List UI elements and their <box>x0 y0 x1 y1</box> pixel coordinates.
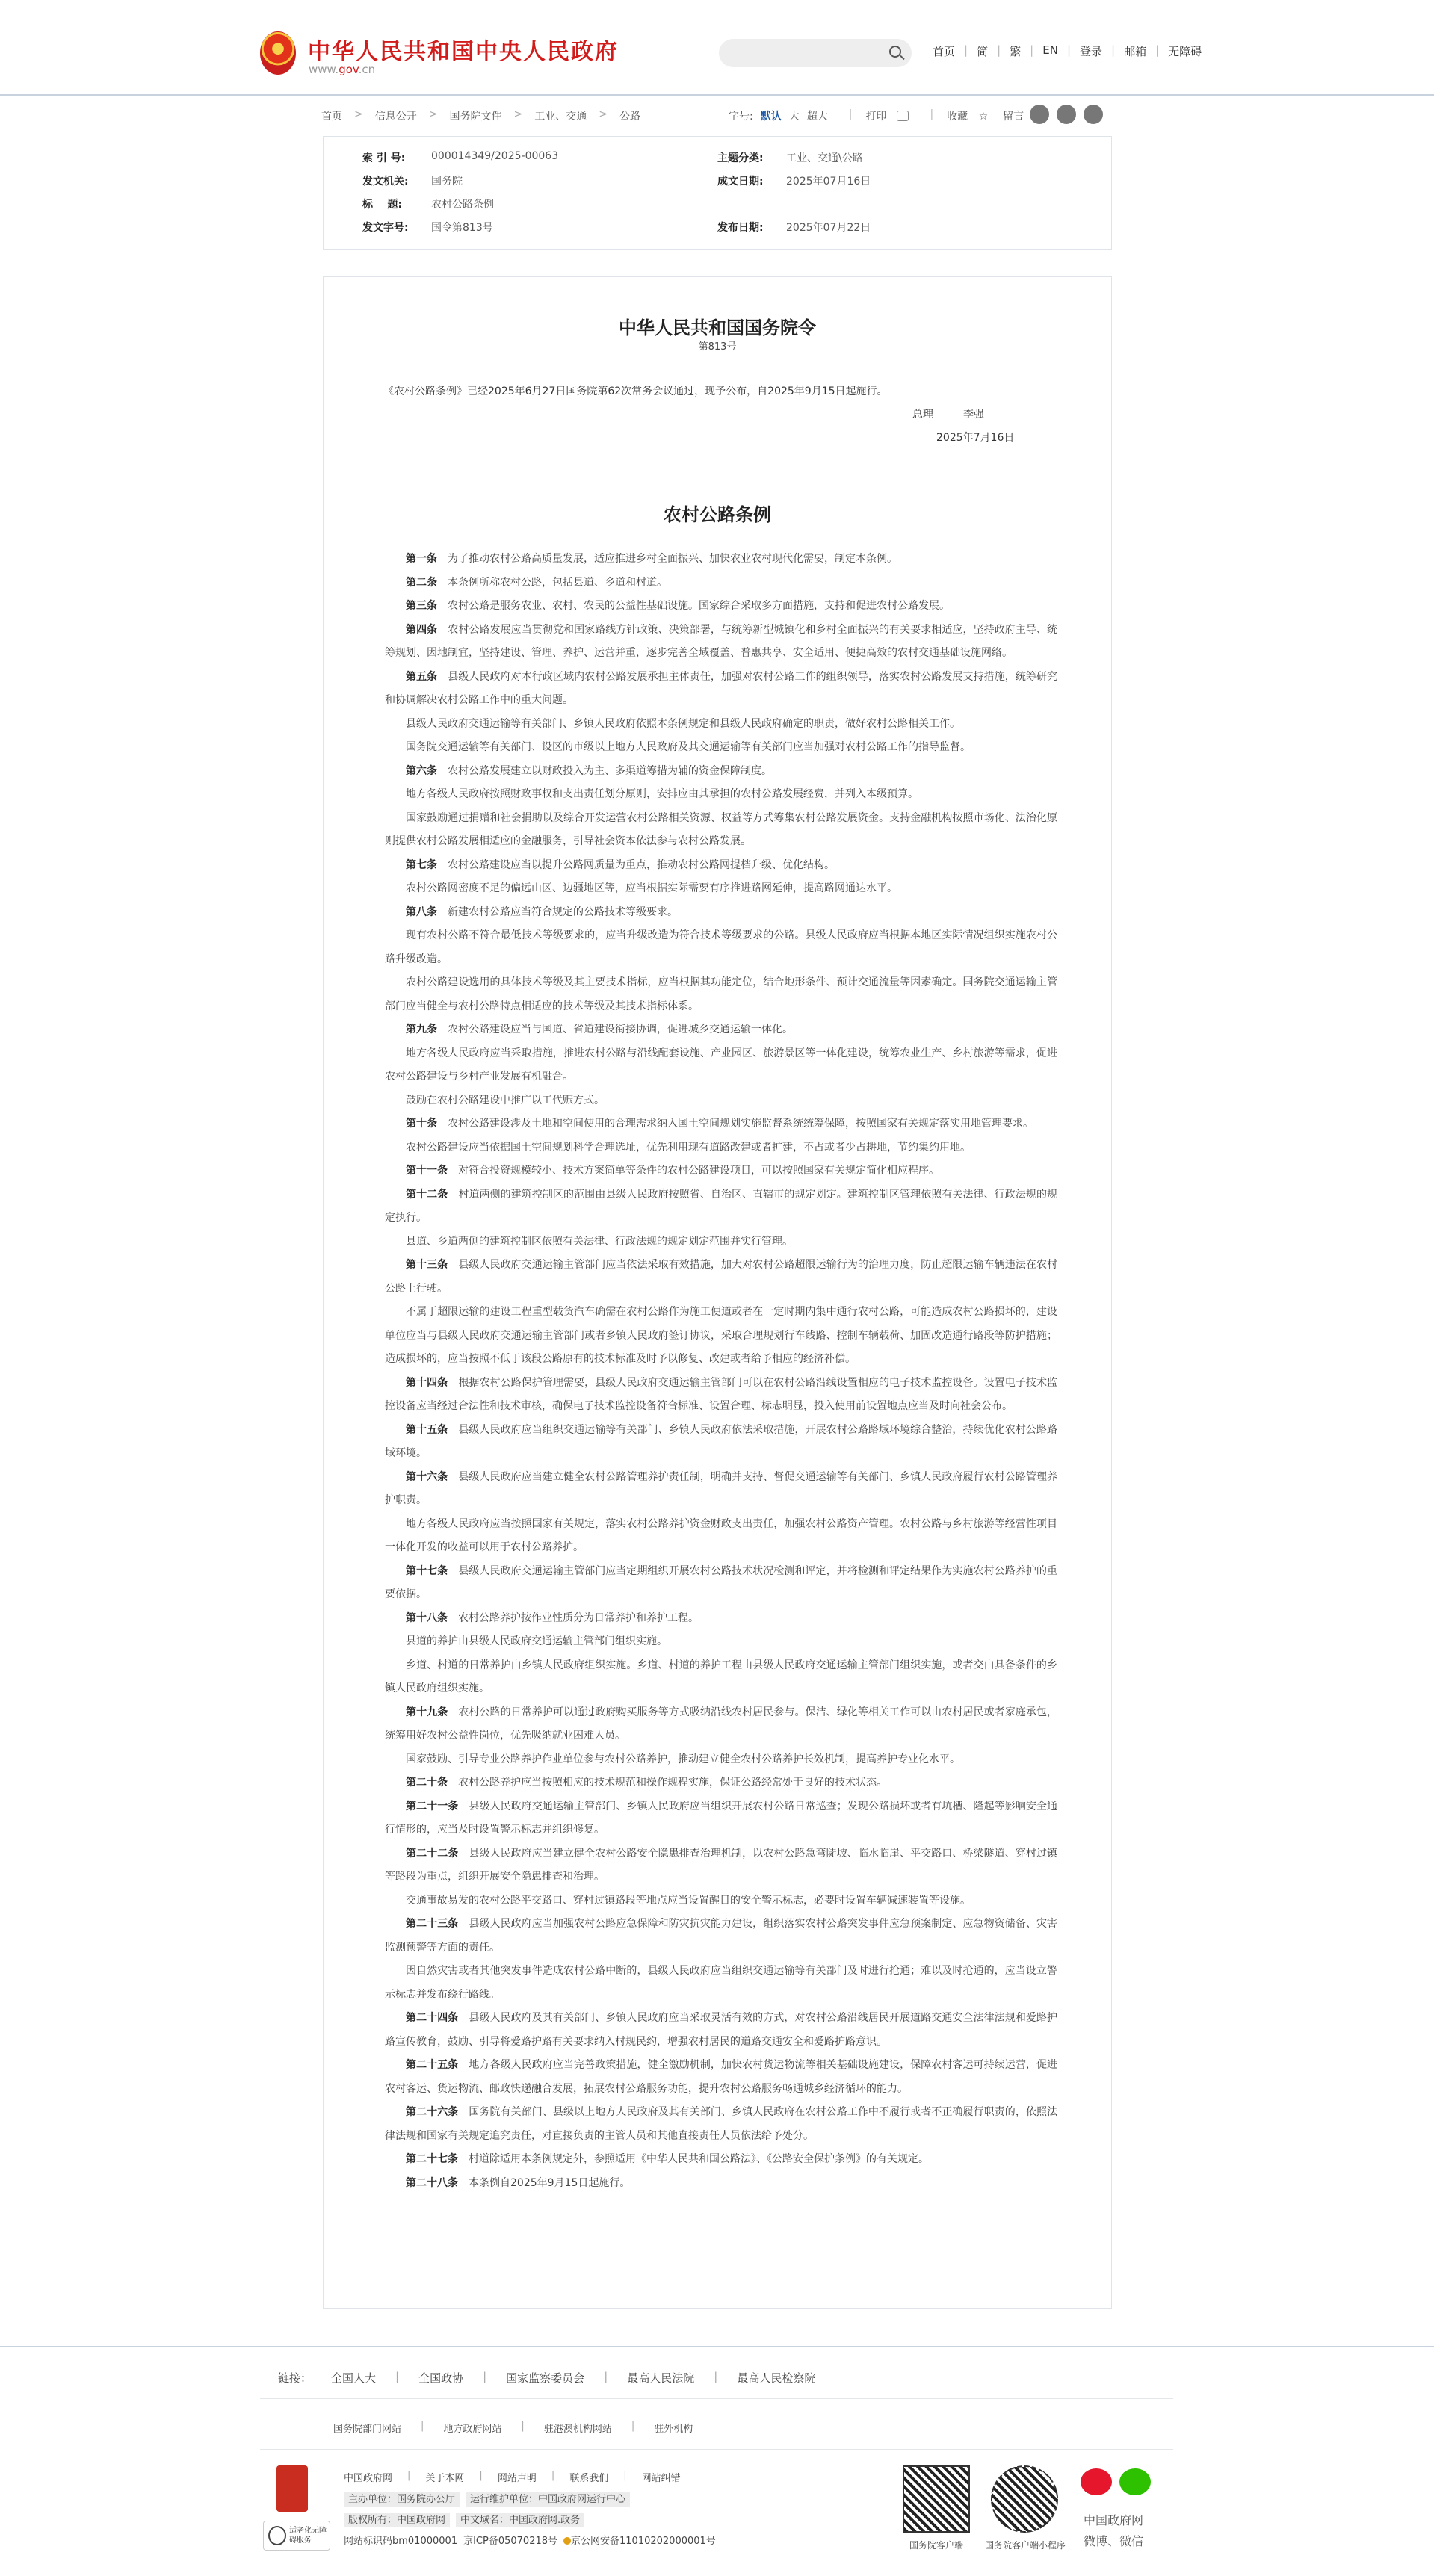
article-text: 农村公路建设应当依据国土空间规划科学合理选址，优先利用现有道路改建或者扩建，不占或者少占耕地，节约集约用地。 <box>406 1141 971 1154</box>
article-number: 第三条 <box>406 600 437 612</box>
law-article <box>385 2148 1057 2172</box>
accessibility-badge[interactable]: 适老化无障碍服务 <box>263 2521 330 2551</box>
link-sep: | <box>483 2370 487 2383</box>
article-text: 县级人民政府交通运输等有关部门、乡镇人民政府依照本条例规定和县级人民政府确定的职责，做好农村公路相关工作。 <box>406 717 960 730</box>
article-text: 因自然灾害或者其他突发事件造成农村公路中断的，县级人民政府应当组织交通运输等有关部门及时进行抢通；难以及时抢通的，应当设立警示标志并发布绕行路线。 <box>385 1965 1057 2001</box>
law-article <box>385 1183 1057 1230</box>
article-text: 本条例所称农村公路，包括县道、乡道和村道。 <box>448 576 667 589</box>
font-default-button[interactable]: 默认 <box>760 111 782 123</box>
law-article <box>385 2101 1057 2148</box>
qr-caption: 国务院客户端小程序 <box>984 2540 1066 2551</box>
qzone-share-icon[interactable] <box>1084 105 1103 124</box>
font-large-button[interactable]: 大 <box>788 111 800 123</box>
law-article <box>385 666 1057 713</box>
footer-link[interactable]: 网站纠错 <box>641 2473 681 2484</box>
nav-login[interactable]: 登录 <box>1080 45 1103 58</box>
sign-date: 2025年7月16日 <box>936 432 1015 444</box>
breadcrumb-sep: > <box>513 108 523 120</box>
police-badge-icon <box>563 2537 571 2545</box>
registration-info: 网站标识码bm01000001 京ICP备05070218号 京公网安备11010202000001号 <box>344 2536 716 2547</box>
print-button[interactable]: 打印 <box>865 108 909 123</box>
meta-row <box>362 150 1080 165</box>
breadcrumb-industry[interactable]: 工业、交通 <box>534 111 587 123</box>
footer-links-primary <box>278 2370 835 2385</box>
article-text: 地方各级人民政府应当完善政策措施，健全激励机制，加快农村货运物流等相关基础设施建设，保障农村客运可持续运营，促进农村客运、货运物流、邮政快递融合发展，拓展农村公路服务功能，提升农村公路服务畅通城乡经济循环的能力。 <box>385 2059 1058 2095</box>
article-text: 交通事故易发的农村公路平交路口、穿村过镇路段等地点应当设置醒目的安全警示标志，必要时设置车辆减速装置等设施。 <box>406 1894 971 1907</box>
law-article <box>385 1466 1057 1513</box>
article-text: 地方各级人民政府应当按照国家有关规定，落实农村公路养护资金财政支出责任，加强农村公路资产管理。农村公路与乡村旅游等经营性项目一体化开发的收益可以用于农村公路养护。 <box>385 1517 1057 1553</box>
footer-link[interactable]: 全国人大 <box>331 2371 377 2385</box>
document-body <box>323 276 1112 2309</box>
law-article <box>385 1018 1057 1042</box>
law-article <box>385 1701 1057 1748</box>
police-link[interactable]: 京公网安备11010202000001号 <box>571 2536 716 2547</box>
meta-label: 索 引 号: <box>362 152 406 164</box>
footer-link[interactable]: 国务院部门网站 <box>333 2424 402 2435</box>
article-number: 第二条 <box>406 576 437 589</box>
article-number: 第十八条 <box>406 1611 448 1624</box>
article-text: 地方各级人民政府应当采取措施，推进农村公路与沿线配套设施、产业园区、旅游景区等一体化建设，统筹农业生产、乡村旅游等需求，促进农村公路建设与乡村产业发展有机融合。 <box>385 1047 1057 1083</box>
law-article <box>385 1089 1057 1113</box>
breadcrumb-sep: > <box>599 108 608 120</box>
nav-home[interactable]: 首页 <box>933 45 956 58</box>
link-sep: | <box>551 2470 555 2481</box>
law-article <box>385 1771 1057 1795</box>
law-article <box>385 854 1057 878</box>
law-article <box>385 1513 1057 1560</box>
breadcrumb-sep: > <box>428 108 438 120</box>
footer-divider <box>260 2398 1173 2399</box>
meta-label: 发布日期: <box>717 222 764 234</box>
meta-index-value: 000014349/2025-00063 <box>431 150 559 162</box>
link-sep: | <box>631 2421 635 2432</box>
nav-sep: | <box>1066 43 1071 57</box>
law-article <box>385 1136 1057 1160</box>
link-sep: | <box>407 2470 411 2481</box>
article-text: 国家鼓励通过捐赠和社会捐助以及综合开发运营农村公路相关资源、权益等方式筹集农村公路发展资金。支持金融机构按照市场化、法治化原则提供农村公路发展相适应的金融服务，引导社会资本依法参与农村公路发展。 <box>385 811 1057 847</box>
search-icon[interactable] <box>889 46 901 58</box>
law-body <box>385 548 1057 2195</box>
article-text: 本条例自2025年9月15日起施行。 <box>469 2176 631 2189</box>
article-text: 农村公路建设应当与国道、省道建设衔接协调，促进城乡交通运输一体化。 <box>448 1024 793 1035</box>
link-sep: | <box>604 2370 608 2383</box>
article-number: 第十七条 <box>406 1564 448 1577</box>
article-text: 农村公路发展应当贯彻党和国家路线方针政策、决策部署，与统筹新型城镇化和乡村全面振兴的有关要求相适应，坚持政府主导、统筹规划、因地制宜，坚持建设、管理、养护、运营并重，逐步完善全域覆盖、普惠共享、安全适用、便捷高效的农村交通基础设施网络。 <box>385 623 1058 659</box>
host-info: 主办单位：国务院办公厅 运行维护单位：中国政府网运行中心 <box>344 2491 636 2505</box>
article-number: 第二十条 <box>406 1777 448 1789</box>
document-meta <box>323 136 1112 250</box>
law-article <box>385 1748 1057 1772</box>
law-article <box>385 1042 1057 1089</box>
nav-simplified[interactable]: 简 <box>977 45 989 58</box>
article-text: 县级人民政府应当组织交通运输等有关部门、乡镇人民政府依法采取措施，开展农村公路路域环境综合整治，持续优化农村公路路域环境。 <box>385 1423 1058 1459</box>
law-title: 农村公路条例 <box>664 504 771 525</box>
article-number: 第十四条 <box>406 1376 448 1389</box>
article-text: 国家鼓励、引导专业公路养护作业单位参与农村公路养护，推动建立健全农村公路养护长效机制，提高养护专业化水平。 <box>406 1753 960 1765</box>
national-emblem-icon[interactable] <box>260 31 296 75</box>
law-article <box>385 2007 1057 2054</box>
article-text: 县道的养护由县级人民政府交通运输主管部门组织实施。 <box>406 1635 667 1647</box>
article-number: 第一条 <box>406 553 437 565</box>
article-text: 村道除适用本条例规定外，参照适用《中华人民共和国公路法》、《公路安全保护条例》的有关规定。 <box>469 2153 929 2165</box>
breadcrumb <box>321 108 652 123</box>
article-text: 县级人民政府及其有关部门、乡镇人民政府应当采取灵活有效的方式，对农村公路沿线居民开展道路交通安全法律法规和爱路护路宣传教育，鼓励、引导将爱路护路有关要求纳入村规民约，增强农村居民的道路交通安全和爱路护路意识。 <box>385 2012 1058 2048</box>
law-article <box>385 1230 1057 1254</box>
law-article <box>385 1960 1057 2007</box>
meta-row <box>362 173 1080 188</box>
comment-button[interactable]: 留言 <box>1003 108 1051 123</box>
article-text: 村道两侧的建筑控制区的范围由县级人民政府按照省、自治区、直辖市的规定划定。建筑控制区管理依照有关法律、行政法规的规定执行。 <box>385 1188 1058 1224</box>
law-article <box>385 1301 1057 1372</box>
law-article <box>385 572 1057 595</box>
footer-site-links <box>344 2470 696 2484</box>
article-number: 第九条 <box>406 1024 437 1035</box>
meta-label: 成文日期: <box>717 176 764 188</box>
tools-sep: | <box>930 108 934 120</box>
article-text: 现有农村公路不符合最低技术等级要求的，应当升级改造为符合技术等级要求的公路。县级人民政府应当根据本地区实际情况组织实施农村公路升级改造。 <box>385 929 1057 965</box>
nav-sep: | <box>1111 43 1116 57</box>
footer-link[interactable]: 网站声明 <box>497 2473 537 2484</box>
signer-name: 李强 <box>963 409 984 421</box>
nav-sep: | <box>964 43 968 57</box>
article-text: 农村公路是服务农业、农村、农民的公益性基础设施。国家综合采取多方面措施，支持和促进农村公路发展。 <box>448 600 950 612</box>
link-sep: | <box>521 2421 525 2432</box>
article-text: 县级人民政府交通运输主管部门、乡镇人民政府应当组织开展农村公路日常巡查；发现公路损坏或者有坑槽、隆起等影响安全通行情形的，应当及时设置警示标志并组织修复。 <box>385 1800 1058 1836</box>
breadcrumb-home[interactable]: 首页 <box>321 111 342 123</box>
share-icons <box>1030 105 1103 124</box>
law-article <box>385 619 1057 666</box>
article-number: 第六条 <box>406 764 437 777</box>
article-number: 第二十六条 <box>406 2106 459 2118</box>
law-article <box>385 1419 1057 1466</box>
law-article <box>385 2172 1057 2196</box>
article-text: 地方各级人民政府按照财政事权和支出责任划分原则，安排应由其承担的农村公路发展经费，并列入本级预算。 <box>406 788 918 800</box>
article-number: 第十二条 <box>406 1188 448 1201</box>
law-article <box>385 783 1057 807</box>
article-number: 第十三条 <box>406 1259 448 1271</box>
law-article <box>385 877 1057 901</box>
law-article <box>385 760 1057 784</box>
meta-label: 发文字号: <box>362 222 409 234</box>
footer-link[interactable]: 联系我们 <box>569 2473 609 2484</box>
article-number: 第五条 <box>406 670 438 683</box>
link-sep: | <box>395 2370 400 2383</box>
links-label: 链接： <box>278 2371 312 2385</box>
nav-sep: | <box>1155 43 1160 57</box>
article-text: 县道、乡道两侧的建筑控制区依照有关法律、行政法规的规定划定范围并实行管理。 <box>406 1235 793 1248</box>
order-intro: 《农村公路条例》已经2025年6月27日国务院第62次常务会议通过，现予公布，自2025年9月15日起施行。 <box>383 386 888 397</box>
meta-created-value: 2025年07月16日 <box>786 176 871 188</box>
law-article <box>385 548 1057 572</box>
nav-mail[interactable]: 邮箱 <box>1124 45 1147 58</box>
weibo-share-icon[interactable] <box>1030 105 1049 124</box>
top-nav <box>924 43 1211 59</box>
link-sep: | <box>479 2470 483 2481</box>
footer-link[interactable]: 最高人民检察院 <box>737 2371 816 2385</box>
footer-links-secondary <box>333 2421 712 2435</box>
article-text: 乡道、村道的日常养护由乡镇人民政府组织实施。乡道、村道的养护工程由县级人民政府交通运输主管部门组织实施，或者交由具备条件的乡镇人民政府组织实施。 <box>385 1659 1057 1694</box>
law-article <box>385 971 1057 1018</box>
meta-label: 发文机关: <box>362 176 409 188</box>
article-text: 县级人民政府应当建立健全农村公路管理养护责任制，明确并支持、督促交通运输等有关部门、乡镇人民政府履行农村公路管理养护职责。 <box>385 1470 1058 1506</box>
law-article <box>385 713 1057 737</box>
weibo-icon[interactable] <box>1081 2468 1112 2495</box>
article-text: 农村公路建设应当以提升公路网质量为重点，推动农村公路网提档升级、优化结构。 <box>448 858 835 871</box>
law-article <box>385 1654 1057 1701</box>
site-title[interactable]: 中华人民共和国中央人民政府 <box>308 39 619 65</box>
article-number: 第七条 <box>406 858 437 871</box>
footer-link[interactable]: 驻港澳机构网站 <box>543 2424 612 2435</box>
order-number: 第813号 <box>698 341 737 353</box>
footer-link[interactable]: 地方政府网站 <box>443 2424 502 2435</box>
qr-caption: 国务院客户端 <box>909 2540 963 2551</box>
article-text: 农村公路养护按作业性质分为日常养护和养护工程。 <box>458 1611 699 1624</box>
meta-docno-value: 国令第813号 <box>431 222 493 234</box>
law-article <box>385 924 1057 971</box>
article-text: 县级人民政府对本行政区域内农村公路发展承担主体责任，加强对农村公路工作的组织领导，落实农村公路发展支持措施，统筹研究和协调解决农村公路工作中的重大问题。 <box>385 670 1058 706</box>
law-article <box>385 1630 1057 1654</box>
article-text: 农村公路的日常养护可以通过政府购买服务等方式吸纳沿线农村居民参与。保洁、绿化等相关工作可以由农村居民或者家庭承包，统筹用好农村公益性岗位，优先吸纳就业困难人员。 <box>385 1706 1058 1741</box>
breadcrumb-info[interactable]: 信息公开 <box>374 111 417 123</box>
meta-issuer-value: 国务院 <box>431 176 463 188</box>
copyright-info: 版权所有：中国政府网 中文域名：中国政府网.政务 <box>344 2512 590 2526</box>
link-sep: | <box>421 2421 424 2432</box>
article-text: 农村公路发展建立以财政投入为主、多渠道筹措为辅的资金保障制度。 <box>448 764 772 777</box>
favorite-button[interactable]: 收藏 ☆ <box>947 111 989 123</box>
social-caption: 中国政府网 微博、微信 <box>1084 2513 1144 2548</box>
meta-published-value: 2025年07月22日 <box>786 222 871 234</box>
law-article <box>385 1607 1057 1631</box>
law-article <box>385 1372 1057 1419</box>
article-number: 第二十二条 <box>406 1847 459 1860</box>
article-text: 新建农村公路应当符合规定的公路技术等级要求。 <box>448 905 678 918</box>
law-article <box>385 1913 1057 1960</box>
footer-divider <box>0 2346 1434 2347</box>
article-number: 第二十一条 <box>406 1800 459 1812</box>
law-article <box>385 1795 1057 1842</box>
article-text: 县级人民政府应当建立健全农村公路安全隐患排查治理机制，以农村公路急弯陡坡、临水临崖、平交路口、桥梁隧道、穿村过镇等路段为重点，组织开展安全隐患排查和治理。 <box>385 1847 1058 1883</box>
social-icons <box>1081 2468 1151 2495</box>
site-url: www.gov.cn <box>309 63 376 76</box>
law-article <box>385 2054 1057 2101</box>
article-text: 农村公路建设选用的具体技术等级及其主要技术指标，应当根据其功能定位，结合地形条件、预计交通流量等因素确定。国务院交通运输主管部门应当健全与农村公路特点相适应的技术等级及其技术指标体系。 <box>385 976 1057 1012</box>
order-title: 中华人民共和国国务院令 <box>619 318 816 338</box>
breadcrumb-bar <box>321 102 1113 127</box>
law-article <box>385 595 1057 619</box>
meta-row <box>362 220 1080 235</box>
article-text: 县级人民政府交通运输主管部门应当定期组织开展农村公路技术状况检测和评定，并将检测和评定结果作为实施农村公路养护的重要依据。 <box>385 1564 1058 1600</box>
font-size-label: 字号: <box>729 111 753 123</box>
nav-sep: | <box>1030 43 1034 57</box>
footer-divider <box>260 2449 1173 2450</box>
meta-label: 主题分类: <box>717 152 764 164</box>
article-text: 县级人民政府应当加强农村公路应急保障和防灾抗灾能力建设，组织落实农村公路突发事件应急预案制定、应急物资储备、灾害监测预警等方面的责任。 <box>385 1918 1058 1954</box>
site-header <box>0 0 1434 96</box>
article-number: 第二十七条 <box>406 2153 458 2165</box>
breadcrumb-docs[interactable]: 国务院文件 <box>449 111 502 123</box>
meta-row <box>362 196 1080 211</box>
nav-traditional[interactable]: 繁 <box>1010 45 1022 58</box>
article-text: 鼓励在农村公路建设中推广以工代赈方式。 <box>406 1094 605 1106</box>
footer-link[interactable]: 驻外机构 <box>654 2424 693 2435</box>
article-text: 农村公路建设涉及土地和空间使用的合理需求纳入国土空间规划实施监督系统统筹保障，按照国家有关规定落实用地管理要求。 <box>448 1118 1033 1130</box>
wechat-share-icon[interactable] <box>1057 105 1076 124</box>
font-xlarge-button[interactable]: 超大 <box>806 111 828 123</box>
meta-label: 标 题: <box>362 199 403 211</box>
tools-sep: | <box>848 108 853 120</box>
footer-link[interactable]: 全国政协 <box>418 2371 464 2385</box>
article-text: 农村公路网密度不足的偏远山区、边疆地区等，应当根据实际需要有序推进路网延伸，提高路网通达水平。 <box>406 882 897 894</box>
search-input[interactable] <box>719 39 912 67</box>
meta-title-value: 农村公路条例 <box>431 199 494 211</box>
footer-link[interactable]: 中国政府网 <box>344 2473 393 2484</box>
party-government-logo-icon[interactable] <box>276 2465 308 2512</box>
article-text: 国务院交通运输等有关部门、设区的市级以上地方人民政府及其交通运输等有关部门应当加强对农村公路工作的指导监督。 <box>406 741 971 753</box>
article-number: 第十六条 <box>406 1470 448 1483</box>
breadcrumb-road[interactable]: 公路 <box>619 111 640 123</box>
article-number: 第十条 <box>406 1118 437 1130</box>
article-number: 第十五条 <box>406 1423 448 1436</box>
article-number: 第八条 <box>406 905 437 918</box>
law-article <box>385 901 1057 925</box>
article-number: 第四条 <box>406 623 438 636</box>
article-text: 国务院有关部门、县级以上地方人民政府及其有关部门、乡镇人民政府在农村公路工作中不履行或者不正确履行职责的，依照法律法规和国家有关规定追究责任，对直接负责的主管人员和其他直接责任人员依法给予处分。 <box>385 2106 1058 2142</box>
footer-link[interactable]: 国家监察委员会 <box>506 2371 585 2385</box>
miniprogram-qr-code <box>991 2465 1058 2533</box>
law-article <box>385 1112 1057 1136</box>
article-number: 第二十三条 <box>406 1918 459 1930</box>
footer-link[interactable]: 关于本网 <box>425 2473 465 2484</box>
accessibility-icon <box>268 2526 286 2545</box>
law-article <box>385 1254 1057 1301</box>
wechat-icon[interactable] <box>1119 2468 1151 2495</box>
article-number: 第二十四条 <box>406 2012 459 2024</box>
footer-link[interactable]: 最高人民法院 <box>627 2371 695 2385</box>
article-text: 县级人民政府交通运输主管部门应当依法采取有效措施，加大对农村公路超限运输行为的治理力度，防止超限运输车辆违法在农村公路上行驶。 <box>385 1259 1058 1295</box>
link-sep: | <box>714 2370 718 2383</box>
icp-link[interactable]: 京ICP备05070218号 <box>463 2536 558 2547</box>
nav-english[interactable]: EN <box>1042 43 1058 57</box>
meta-topic-value: 工业、交通\公路 <box>786 152 863 164</box>
print-icon <box>897 111 909 121</box>
law-article <box>385 1560 1057 1607</box>
article-text: 根据农村公路保护管理需要，县级人民政府交通运输主管部门可以在农村公路沿线设置相应的电子技术监控设备。设置电子技术监控设备应当经过合法性和技术审核，确保电子技术监控设备符合标准、设置合理、标志明显，投入使用前设置地点应当及时向社会公布。 <box>385 1376 1058 1412</box>
article-text: 农村公路养护应当按照相应的技术规范和操作规程实施，保证公路经常处于良好的技术状态。 <box>458 1777 887 1789</box>
signer-title: 总理 <box>912 409 933 421</box>
article-text: 不属于超限运输的建设工程重型载货汽车确需在农村公路作为施工便道或者在一定时期内集中通行农村公路，可能造成农村公路损坏的，建设单位应当与县级人民政府交通运输主管部门或者乡镇人民政府签订协议，采取合理规划行车线路、控制车辆载荷、加固改造通行路段等防护措施；造成损坏的，应当按照不低于该段公路原有的技术标准及时予以修复、改建或者给予相应的经济补偿。 <box>385 1306 1057 1365</box>
article-number: 第十九条 <box>406 1706 448 1718</box>
law-article <box>385 1842 1057 1889</box>
law-article <box>385 807 1057 854</box>
nav-accessibility[interactable]: 无障碍 <box>1168 45 1202 58</box>
law-article <box>385 1159 1057 1183</box>
article-text: 对符合投资规模较小、技术方案简单等条件的农村公路建设项目，可以按照国家有关规定简化相应程序。 <box>458 1165 939 1177</box>
article-number: 第二十五条 <box>406 2059 459 2071</box>
star-icon: ☆ <box>978 111 989 123</box>
signer <box>912 406 984 421</box>
article-number: 第十一条 <box>406 1165 448 1177</box>
breadcrumb-sep: > <box>354 108 363 120</box>
law-article <box>385 736 1057 760</box>
law-article <box>385 1889 1057 1913</box>
app-qr-code <box>903 2465 970 2533</box>
article-number: 第二十八条 <box>406 2176 458 2189</box>
nav-sep: | <box>997 43 1001 57</box>
article-text: 为了推动农村公路高质量发展，适应推进乡村全面振兴、加快农业农村现代化需要，制定本条例。 <box>448 553 897 565</box>
link-sep: | <box>623 2470 627 2481</box>
